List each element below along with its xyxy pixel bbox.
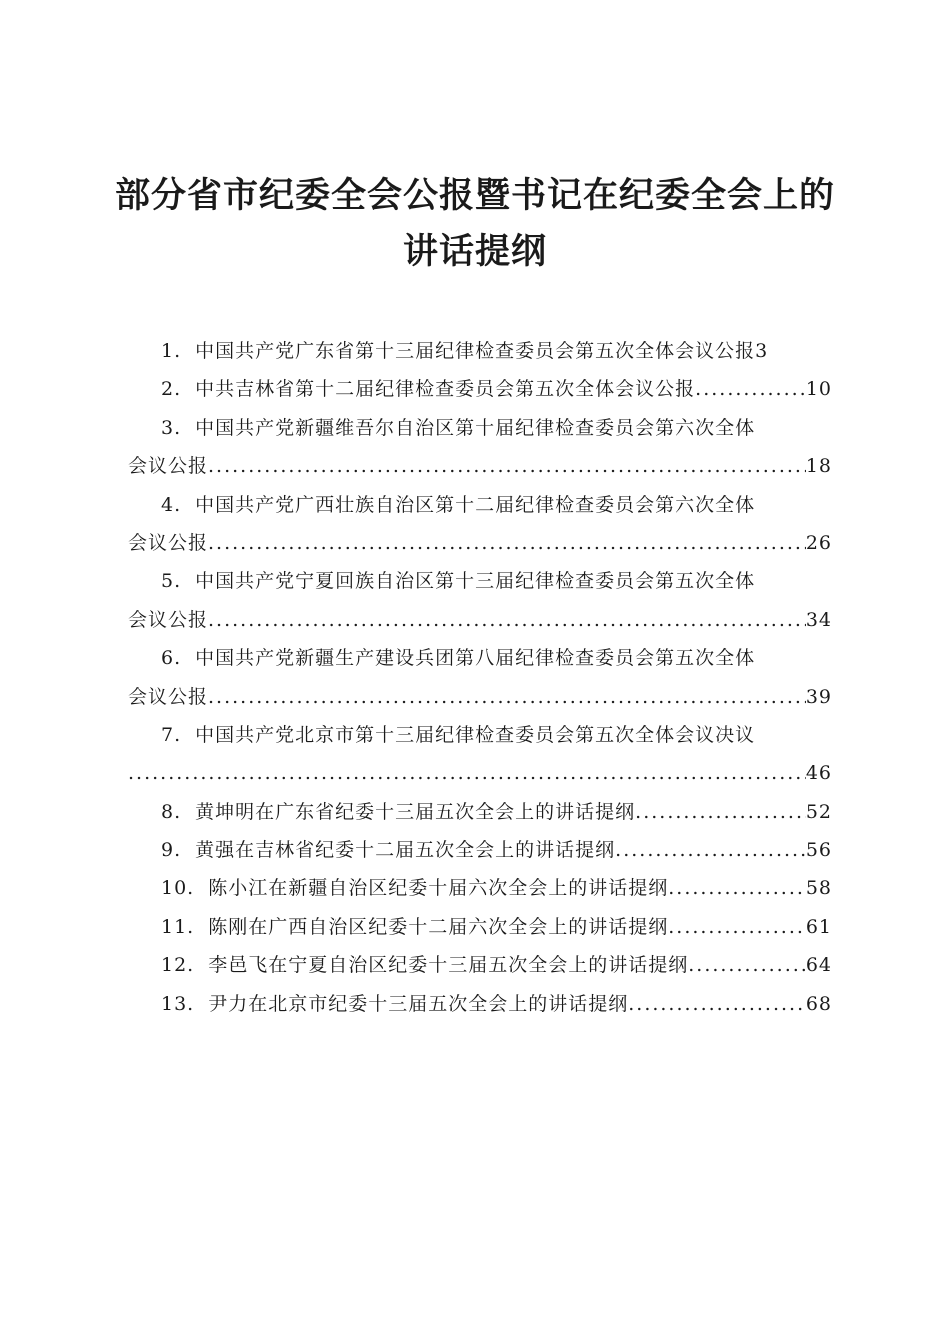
toc-title-line-2: 会议公报 (128, 685, 209, 708)
toc-number: 5. (161, 570, 182, 593)
toc-title-line-1: 中国共产党广西壮族自治区第十二届纪律检查委员会第六次全体 (195, 493, 756, 516)
toc-page-number: 39 (805, 685, 832, 708)
toc-page-number: 18 (805, 455, 832, 478)
toc-entry-11[interactable] (128, 908, 832, 946)
toc-page-number: 26 (805, 531, 832, 554)
title-line-2: 讲话提纲 (402, 232, 547, 272)
toc-number: 9. (161, 839, 182, 862)
toc-entry-7[interactable] (128, 716, 832, 793)
toc-page-number: 52 (805, 800, 832, 823)
toc-entry-3[interactable] (128, 409, 832, 486)
toc-title-line-2: 会议公报 (128, 455, 209, 478)
toc-entry-9[interactable] (128, 831, 832, 869)
toc-entry-4[interactable] (128, 486, 832, 563)
toc-title: 中国共产党广东省第十三届纪律检查委员会第五次全体会议公报 (195, 340, 756, 362)
toc-title: 黄强在吉林省纪委十二届五次全会上的讲话提纲 (195, 839, 616, 862)
toc-number: 6. (161, 647, 182, 670)
toc-leader-dots (208, 601, 806, 639)
toc-number: 4. (161, 493, 182, 516)
toc-entry-1[interactable] (128, 332, 832, 370)
toc-title-line-2: 会议公报 (128, 531, 209, 554)
toc-title-line-1: 中国共产党新疆维吾尔自治区第十届纪律检查委员会第六次全体 (195, 416, 756, 439)
toc-entry-12[interactable] (128, 946, 832, 984)
document-title (100, 168, 850, 280)
toc-page-number: 34 (805, 608, 832, 631)
toc-leader-dots (635, 793, 806, 831)
toc-title: 李邑飞在宁夏自治区纪委十三届五次全会上的讲话提纲 (208, 954, 689, 977)
toc-page-number: 56 (805, 839, 832, 862)
toc-title: 陈刚在广西自治区纪委十二届六次全会上的讲话提纲 (208, 915, 669, 938)
toc-page-number: 46 (805, 762, 832, 785)
toc-number: 10. (161, 877, 195, 900)
toc-number: 11. (161, 915, 195, 938)
toc-title: 黄坤明在广东省纪委十三届五次全会上的讲话提纲 (195, 800, 636, 823)
toc-leader-dots (128, 754, 806, 792)
toc-leader-dots (208, 678, 806, 716)
toc-leader-dots (208, 447, 806, 485)
toc-entry-5[interactable] (128, 562, 832, 639)
toc-page-number: 58 (805, 877, 832, 900)
toc-number: 8. (161, 800, 182, 823)
title-line-1: 部分省市纪委全会公报暨书记在纪委全会上的 (114, 176, 835, 216)
toc-leader-dots (208, 524, 806, 562)
toc-number: 3. (161, 416, 182, 439)
toc-number: 13. (161, 992, 195, 1015)
toc-leader-dots (695, 370, 806, 408)
toc-page-number: 61 (805, 915, 832, 938)
toc-title: 陈小江在新疆自治区纪委十届六次全会上的讲话提纲 (208, 877, 669, 900)
toc-number: 12. (161, 954, 195, 977)
toc-page-number: 68 (805, 992, 832, 1015)
toc-page-number: 10 (805, 378, 832, 401)
table-of-contents (128, 332, 832, 1023)
toc-title: 中共吉林省第十二届纪律检查委员会第五次全体会议公报 (195, 378, 696, 401)
toc-leader-dots (615, 831, 806, 869)
toc-leader-dots (668, 908, 806, 946)
toc-entry-13[interactable] (128, 985, 832, 1023)
toc-title-line-1: 中国共产党宁夏回族自治区第十三届纪律检查委员会第五次全体 (195, 570, 756, 593)
toc-entry-6[interactable] (128, 639, 832, 716)
toc-title-line-2: 会议公报 (128, 608, 209, 631)
toc-page-number: 3 (755, 340, 769, 362)
toc-title: 尹力在北京市纪委十三届五次全会上的讲话提纲 (208, 992, 629, 1015)
toc-number: 1. (161, 340, 182, 362)
toc-entry-10[interactable] (128, 869, 832, 907)
toc-title-line-1: 中国共产党新疆生产建设兵团第八届纪律检查委员会第五次全体 (195, 647, 756, 670)
toc-leader-dots (668, 869, 806, 907)
toc-number: 2. (161, 378, 182, 401)
toc-entry-8[interactable] (128, 793, 832, 831)
toc-leader-dots (688, 946, 806, 984)
toc-title-line-1: 中国共产党北京市第十三届纪律检查委员会第五次全体会议决议 (195, 723, 756, 746)
toc-entry-2[interactable] (128, 370, 832, 408)
toc-leader-dots (628, 985, 806, 1023)
toc-number: 7. (161, 723, 182, 746)
toc-page-number: 64 (805, 954, 832, 977)
